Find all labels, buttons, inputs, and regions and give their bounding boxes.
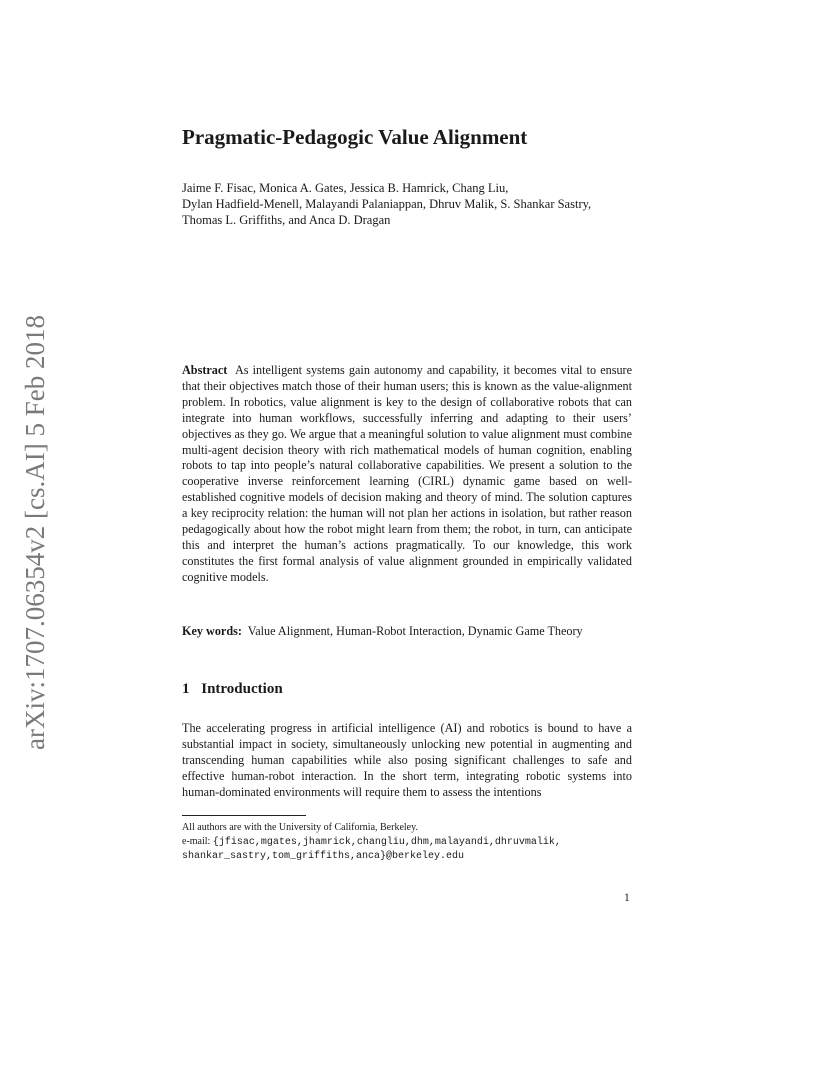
footnote-email (182, 835, 632, 864)
footnote (182, 821, 632, 864)
arxiv-identifier-stamp: arXiv:1707.06354v2 [cs.AI] 5 Feb 2018 (20, 315, 50, 750)
paper-title: Pragmatic-Pedagogic Value Alignment (182, 125, 528, 149)
author-line: Thomas L. Griffiths, and Anca D. Dragan (182, 213, 391, 227)
keywords-text: Value Alignment, Human-Robot Interaction, Dynamic Game Theory (247, 624, 583, 638)
author-list (182, 180, 642, 228)
keywords-label: Key words: (182, 624, 242, 638)
section-title: Introduction (201, 681, 283, 697)
abstract (182, 363, 632, 586)
author-line: Dylan Hadfield-Menell, Malayandi Palaniappan, Dhruv Malik, S. Shankar Sastry, (182, 197, 592, 211)
footnote-email-addresses: {jfisac,mgates,jhamrick,changliu,dhm,malayandi,dhruvmalik, shankar_sastry,tom_griffiths,anca}@berkeley.edu (182, 836, 561, 862)
page-number: 1 (624, 892, 630, 904)
section-heading (182, 681, 283, 698)
keywords (182, 624, 632, 639)
footnote-email-label: e-mail: (182, 835, 211, 847)
author-line: Jaime F. Fisac, Monica A. Gates, Jessica B. Hamrick, Chang Liu, (182, 181, 509, 195)
abstract-text: As intelligent systems gain autonomy and capability, it becomes vital to ensure that their objectives match those of their human users; this is known as the value-alignment problem. In robotics, value alignment is key to the design of collaborative robots that can integrate into human workflows, successfully inferring and adapting to their users’ objectives as they go. We argue that a meaningful solution to value alignment must combine multi-agent decision theory with rich mathematical models of human cognition, enabling robots to tap into people’s natural collaborative capabilities. We present a solution to the cooperative inverse reinforcement learning (CIRL) dynamic game based on well-established cognitive models of decision making and theory of mind. The solution captures a key reciprocity relation: the human will not plan her actions in isolation, but rather reason pedagogically about how the robot might learn from them; the robot, in turn, can anticipate this and interpret the human’s actions pragmatically. To our knowledge, this work constitutes the first formal analysis of value alignment grounded in empirically validated cognitive models. (182, 363, 632, 584)
footnote-affiliation: All authors are with the University of California, Berkeley. (182, 822, 418, 833)
abstract-label: Abstract (182, 363, 228, 377)
introduction-paragraph: The accelerating progress in artificial intelligence (AI) and robotics is bound to have a substantial impact in society, simultaneously unlocking new potential in augmenting and transcending human capabilities while also posing significant challenges to safe and effective human-robot interaction. In the short term, integrating robotic systems into human-dominated environments will require them to assess the intentions (182, 721, 632, 799)
section-number: 1 (182, 681, 190, 697)
footnote-divider (182, 815, 306, 816)
